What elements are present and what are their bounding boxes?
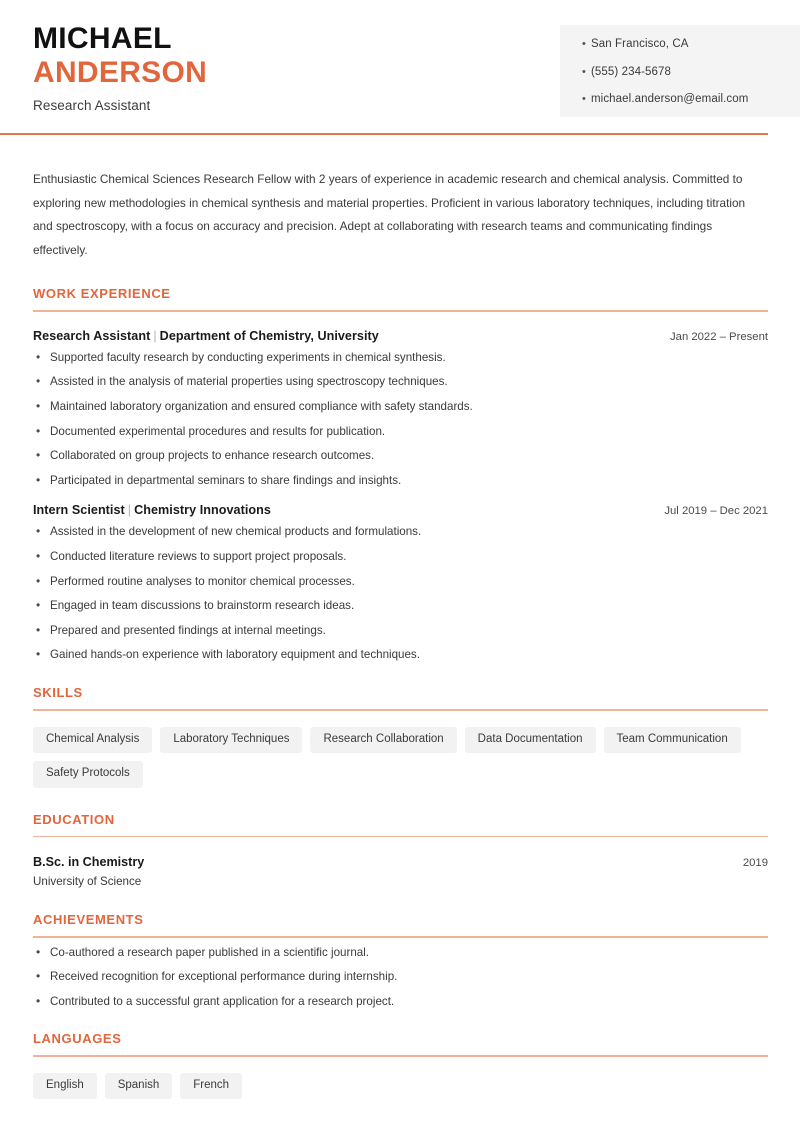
professional-title: Research Assistant [33, 98, 151, 114]
achievement-item: • Co-authored a research paper published in a scientific journal. [33, 947, 768, 959]
skills-chip-list [33, 727, 773, 788]
contact-phone-text: (555) 234-5678 [591, 65, 672, 78]
section-divider [33, 936, 768, 938]
achievement-item: • Contributed to a successful grant application for a research project. [33, 996, 768, 1008]
language-chip: Spanish [105, 1073, 173, 1100]
section-heading-education: EDUCATION [33, 811, 115, 827]
section-achievements [33, 912, 768, 1007]
resume-body [0, 168, 800, 1099]
experience-organization: Chemistry Innovations [134, 503, 271, 518]
experience-date-range: Jan 2022 – Present [670, 330, 768, 343]
resume-header [0, 0, 800, 142]
experience-date-range: Jul 2019 – Dec 2021 [664, 505, 768, 518]
section-divider [33, 310, 768, 312]
skill-chip: Chemical Analysis [33, 727, 152, 754]
education-year: 2019 [742, 857, 768, 869]
section-divider [33, 709, 768, 711]
education-entry [33, 855, 768, 888]
experience-bullet: • Participated in departmental seminars to share findings and insights. [33, 475, 768, 487]
experience-bullet: • Conducted literature reviews to support project proposals. [33, 551, 768, 563]
contact-location-text: San Francisco, CA [591, 38, 689, 50]
contact-item-email [582, 94, 800, 106]
contact-info-panel [560, 25, 800, 117]
bullet-dot-icon: • [582, 38, 586, 50]
experience-bullet: • Assisted in the development of new chemical products and formulations. [33, 526, 768, 538]
section-education [33, 812, 768, 889]
achievements-list [33, 947, 768, 1008]
first-name: MICHAEL [33, 22, 172, 55]
section-heading-work-experience: WORK EXPERIENCE [33, 286, 171, 302]
contact-item-phone [582, 67, 800, 79]
section-work-experience [33, 286, 768, 661]
section-heading-achievements: ACHIEVEMENTS [33, 912, 144, 927]
skill-chip: Data Documentation [465, 727, 596, 754]
bullet-dot-icon: • [582, 93, 586, 105]
experience-bullet: • Performed routine analyses to monitor chemical processes. [33, 576, 768, 588]
section-heading-skills: SKILLS [33, 685, 83, 700]
section-languages [33, 1031, 768, 1099]
section-divider [33, 836, 768, 838]
title-separator: | [127, 503, 132, 518]
education-degree: B.Sc. in Chemistry [33, 855, 145, 869]
section-divider [33, 1055, 768, 1057]
experience-bullet: • Assisted in the analysis of material properties using spectroscopy techniques. [33, 376, 768, 388]
experience-entry [33, 329, 768, 487]
experience-entry-header [33, 329, 768, 343]
experience-title-line [33, 329, 379, 343]
skill-chip: Laboratory Techniques [160, 727, 302, 754]
experience-bullet-list [33, 352, 768, 487]
experience-bullet: • Collaborated on group projects to enhance research outcomes. [33, 450, 768, 462]
experience-role: Intern Scientist [33, 503, 125, 518]
title-separator: | [153, 328, 157, 343]
experience-organization: Department of Chemistry, University [159, 328, 379, 343]
header-divider [0, 133, 768, 135]
professional-summary: Enthusiastic Chemical Sciences Research Fellow with 2 years of experience in academic research and chemical analysis. Committed to exploring new methodologies in chemical synthesis and material properties. Proficient in various laboratory techniques, including titration and spectroscopy, with a focus on accuracy and precision. Adept at collaborating with research teams and communicating findings effectively. [33, 172, 746, 257]
education-institution: University of Science [33, 875, 142, 888]
skill-chip: Team Communication [604, 727, 741, 754]
experience-bullet: • Prepared and presented findings at internal meetings. [33, 625, 768, 637]
name-block [33, 22, 207, 113]
experience-bullet-list [33, 526, 768, 661]
experience-bullet: • Documented experimental procedures and results for publication. [33, 426, 768, 438]
experience-bullet: • Engaged in team discussions to brainstorm research ideas. [33, 600, 768, 612]
bullet-dot-icon: • [582, 65, 586, 78]
languages-chip-list [33, 1073, 773, 1100]
contact-item-location [582, 39, 800, 51]
language-chip: English [33, 1073, 97, 1100]
experience-entry [33, 503, 768, 661]
section-skills [33, 685, 768, 788]
skill-chip: Research Collaboration [310, 727, 456, 754]
experience-title-line [33, 503, 271, 517]
education-entry-header [33, 855, 768, 869]
contact-email-text: michael.anderson@email.com [591, 93, 749, 105]
experience-bullet: • Supported faculty research by conducting experiments in chemical synthesis. [33, 352, 768, 364]
experience-bullet: • Maintained laboratory organization and ensured compliance with safety standards. [33, 401, 768, 413]
section-heading-languages: LANGUAGES [33, 1031, 122, 1047]
skill-chip: Safety Protocols [33, 761, 143, 788]
achievement-item: • Received recognition for exceptional performance during internship. [33, 971, 768, 983]
experience-bullet: • Gained hands-on experience with laboratory equipment and techniques. [33, 649, 768, 661]
last-name: ANDERSON [33, 55, 208, 89]
language-chip: French [180, 1073, 242, 1100]
experience-role: Research Assistant [33, 328, 151, 343]
experience-entry-header [33, 503, 768, 517]
